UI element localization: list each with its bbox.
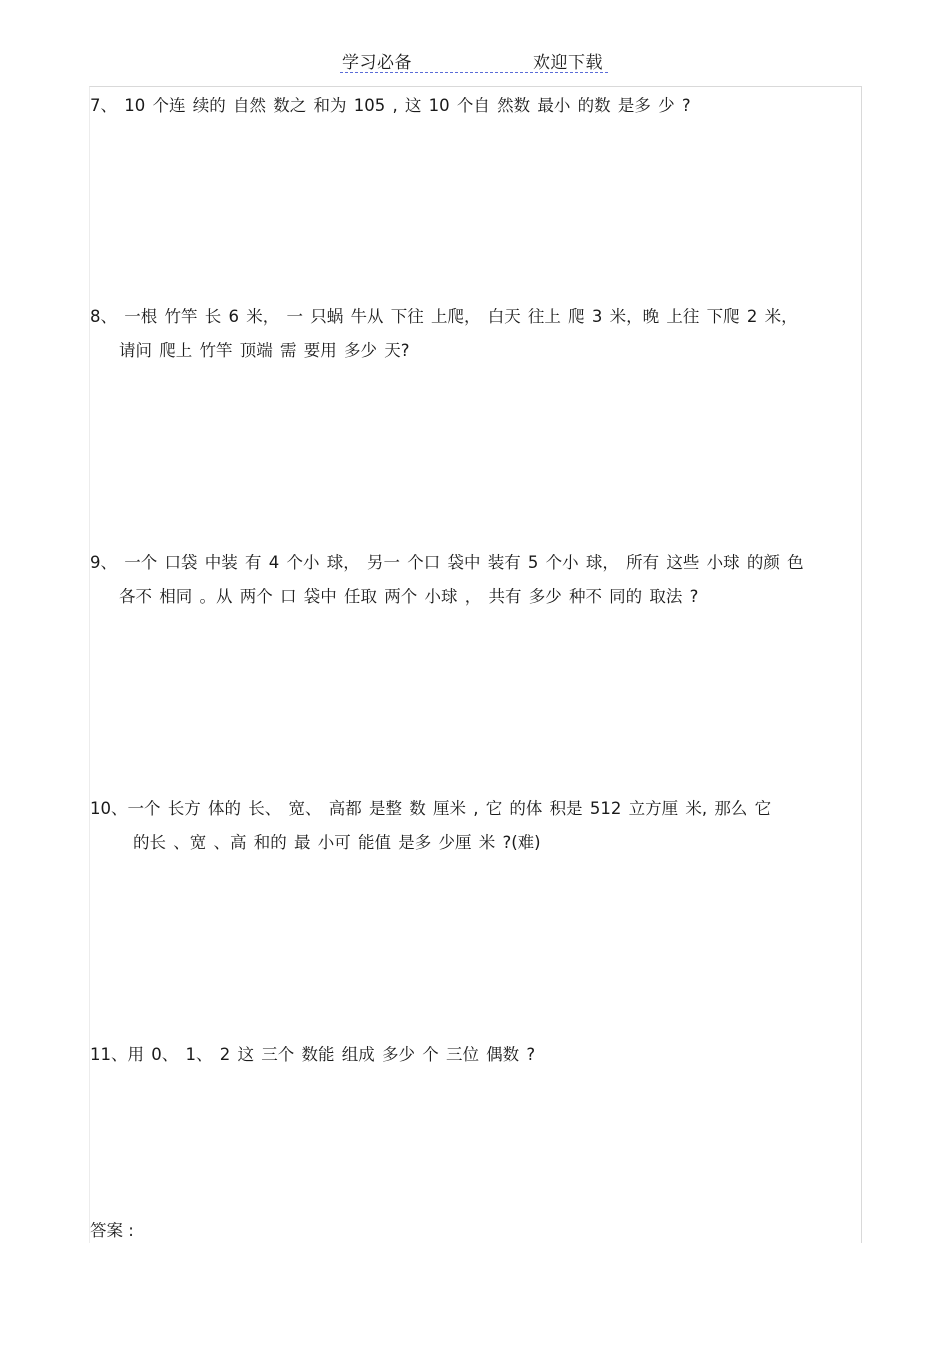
question-line: 请问 爬上 竹竿 顶端 需 要用 多少 天? (119, 341, 410, 360)
question-9 (90, 546, 860, 614)
question-7 (90, 89, 860, 123)
question-line: 7、 10 个连 续的 自然 数之 和为 105 , 这 10 个自 然数 最小 的数 是多 少 ? (90, 96, 691, 115)
page-header (340, 46, 608, 73)
question-line: 9、 一个 口袋 中装 有 4 个小 球， 另一 个口 袋中 装有 5 个小 球， 所有 这些 小球 的颜 色 (90, 553, 804, 572)
question-line: 11、用 0、 1、 2 这 三个 数能 组成 多少 个 三位 偶数 ? (90, 1045, 536, 1064)
question-line: 的长 、宽 、高 和的 最 小可 能值 是多 少厘 米 ?(难) (133, 833, 541, 852)
question-line: 各不 相同 。从 两个 口 袋中 任取 两个 小球 ， 共有 多少 种不 同的 取法 ? (119, 587, 699, 606)
header-left-text: 学习必备 (342, 53, 412, 73)
question-10 (90, 792, 860, 860)
question-line: 8、 一根 竹竿 长 6 米， 一 只蜗 牛从 下往 上爬， 白天 往上 爬 3 米，晚 上往 下爬 2 米， (90, 307, 798, 326)
header-right-text: 欢迎下载 (533, 53, 603, 73)
question-11 (90, 1038, 860, 1072)
question-line: 10、一个 长方 体的 长、 宽、 高都 是整 数 厘米 , 它 的体 积是 512 立方厘 米, 那么 它 (90, 799, 772, 818)
answer-label: 答案 : (90, 1221, 134, 1240)
question-8 (90, 300, 860, 368)
